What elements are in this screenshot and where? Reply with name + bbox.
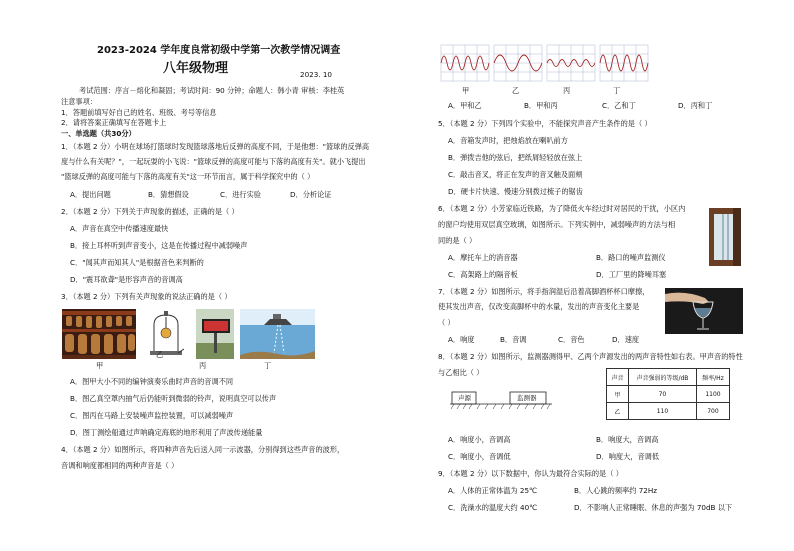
q3-image-label: 丁 bbox=[264, 361, 272, 370]
table-header-cell: 声音强弱的等级/dB bbox=[628, 369, 696, 386]
q1-line: 度与什么有关呢？"，一起玩耍的小飞说："篮球反弹的高度可能与下落的高度有关"。就小飞提出 bbox=[61, 157, 366, 166]
q6-line: 的窗户均使用双层真空玻璃，如图所示。下列实例中，减弱噪声的方法与相 bbox=[438, 220, 676, 229]
subject-title: 八年级物理 bbox=[163, 61, 229, 76]
notice-item: 1．答题前填写好自己的姓名、班级、考号等信息 bbox=[61, 108, 217, 117]
wave-label: 丙 bbox=[563, 86, 571, 95]
diagram-source-label: 声源 bbox=[458, 394, 471, 402]
q8-option: A．响度小，音调高 bbox=[448, 435, 511, 444]
q7-option: C．音色 bbox=[558, 335, 585, 344]
wave-label: 甲 bbox=[462, 86, 470, 95]
right-column bbox=[400, 0, 794, 551]
q1-option: D．分析论证 bbox=[290, 190, 332, 199]
section-title: 一、单选题（共30分） bbox=[61, 129, 136, 138]
waveform-diagrams bbox=[440, 44, 650, 84]
q3-image-label: 乙 bbox=[156, 350, 164, 359]
wine-glass-photo bbox=[665, 288, 743, 334]
q3-option: C．图丙在马路上安装噪声监控装置，可以减弱噪声 bbox=[70, 411, 234, 420]
q1-line: 1．（本题 2 分）小明在球场打篮球时发现篮球落地后反弹的高度不同，于是他想："篮球的反弹高 bbox=[61, 142, 370, 151]
q7-line: 7．（本题 2 分）如图所示，将手指润湿后沿着高脚酒杯杯口摩擦， bbox=[438, 287, 650, 296]
notice-item: 2．请将答案正确填写在答题卡上 bbox=[61, 118, 167, 127]
q9-option: D．不影响人正常睡眠、休息的声强为 70dB 以下 bbox=[574, 503, 733, 512]
q6-option: B．路口的噪声监测仪 bbox=[596, 253, 666, 262]
q9-option: B．人心跳的频率约 72Hz bbox=[574, 486, 658, 495]
q6-line: 同的是（ ） bbox=[438, 236, 477, 245]
q5-option: C．敲击音叉，将正在发声的音叉触及面颊 bbox=[448, 170, 583, 179]
q4-line: 音调和响度都相同的两种声音是（ ） bbox=[61, 461, 179, 470]
q5-option: B．弹拨吉他的弦后，把纸屑轻轻放在弦上 bbox=[448, 153, 583, 162]
wave-label: 乙 bbox=[512, 86, 520, 95]
q5-option: D．硬卡片快速、慢速分别拨过梳子的锯齿 bbox=[448, 187, 583, 196]
vacuum-bell-diagram bbox=[148, 309, 184, 359]
q5-stem: 5．（本题 2 分）下列四个实验中，不能探究声音产生条件的是（ ） bbox=[438, 119, 652, 128]
bianzhong-photo bbox=[62, 309, 136, 359]
noise-monitor-photo bbox=[196, 309, 234, 359]
q7-option: D．速度 bbox=[612, 335, 640, 344]
table-header-cell: 频率/Hz bbox=[696, 369, 729, 386]
q8-line: 与乙相比（ ） bbox=[438, 368, 484, 377]
q6-option: C．高架路上的隔音板 bbox=[448, 270, 518, 279]
q8-line: 8．（本题 2 分）如图所示，监测器测得甲、乙两个声源发出的两声音特性如右表。甲声音的特性 bbox=[438, 352, 743, 361]
q1-option: C．进行实验 bbox=[220, 190, 261, 199]
notice-title: 注意事项： bbox=[61, 97, 97, 106]
exam-title: 2023-2024 学年度良常初级中学第一次教学情况调查 bbox=[97, 45, 341, 56]
table-cell: 1100 bbox=[696, 386, 729, 403]
q7-option: B．音调 bbox=[500, 335, 527, 344]
table-cell: 甲 bbox=[607, 386, 629, 403]
exam-date: 2023. 10 bbox=[300, 70, 333, 79]
q6-option: D．工厂里的降噪耳塞 bbox=[596, 270, 667, 279]
q3-stem: 3．（本题 2 分）下列有关声现象的说法正确的是（ ） bbox=[61, 292, 232, 301]
q2-option: C．"闻其声而知其人"是根据音色来判断的 bbox=[70, 258, 204, 267]
q8-option: B．响度大，音调高 bbox=[596, 435, 659, 444]
q4-option: C．乙和丁 bbox=[602, 101, 636, 110]
q4-option: B．甲和丙 bbox=[524, 101, 558, 110]
exam-info: 考试范围：序言－熔化和凝固；考试时间：90 分钟；命题人：韩小青 审核：李桂英 bbox=[79, 86, 345, 95]
table-header-cell: 声音 bbox=[607, 369, 629, 386]
q8-option: C．响度小，音调低 bbox=[448, 452, 511, 461]
double-glass-window-photo bbox=[703, 204, 747, 270]
q4-line: 4．（本题 2 分）如图所示，将四种声音先后送入同一示波器，分别得到这些声音的波形， bbox=[61, 445, 345, 454]
q8-option: D．响度大，音调低 bbox=[596, 452, 660, 461]
table-row bbox=[607, 386, 730, 403]
wave-label: 丁 bbox=[613, 86, 621, 95]
q9-option: A．人体的正常体温为 25℃ bbox=[448, 486, 538, 495]
q7-line: （ ） bbox=[438, 318, 455, 327]
q2-option: D．"震耳欲聋"是形容声音的音调高 bbox=[70, 275, 183, 284]
q1-option: A．提出问题 bbox=[70, 190, 111, 199]
q6-line: 6．（本题 2 分）小芳家临近铁路，为了降低火车经过时对居民的干扰，小区内 bbox=[438, 204, 686, 213]
diagram-monitor-label: 监测器 bbox=[517, 394, 537, 402]
q7-line: 使其发出声音，仅改变高脚杯中的水量，发出的声音变化主要是 bbox=[438, 302, 640, 311]
q1-line: "篮球反弹的高度可能与下落的高度有关"这一环节而言，属于科学探究中的（ ） bbox=[61, 172, 315, 181]
q2-option: B．接上耳杯听到声音变小，这是在传播过程中减弱噪声 bbox=[70, 241, 248, 250]
q3-option: A．图甲大小不同的编钟演奏乐曲时声音的音调不同 bbox=[70, 377, 234, 386]
q3-option: B．图乙真空罩内抽气后仍能听到微弱的铃声，说明真空可以传声 bbox=[70, 394, 277, 403]
table-cell: 110 bbox=[628, 403, 696, 420]
sound-data-table bbox=[606, 368, 730, 420]
table-row bbox=[607, 403, 730, 420]
q1-option: B．猜想假设 bbox=[148, 190, 189, 199]
q2-option: A．声音在真空中传播速度最快 bbox=[70, 224, 169, 233]
q7-option: A．响度 bbox=[448, 335, 475, 344]
table-cell: 乙 bbox=[607, 403, 629, 420]
q6-option: A．摩托车上的消音器 bbox=[448, 253, 518, 262]
sonar-ship-diagram bbox=[240, 309, 315, 359]
table-cell: 700 bbox=[696, 403, 729, 420]
q4-option: D．丙和丁 bbox=[678, 101, 713, 110]
table-cell: 70 bbox=[628, 386, 696, 403]
q9-option: C．洗澡水的温度大约 40℃ bbox=[448, 503, 538, 512]
q9-stem: 9．（本题 2 分）以下数据中，你认为最符合实际的是（ ） bbox=[438, 469, 623, 478]
q4-option: A．甲和乙 bbox=[448, 101, 482, 110]
q3-image-label: 甲 bbox=[96, 361, 104, 370]
q3-image-label: 丙 bbox=[199, 361, 207, 370]
q2-stem: 2．（本题 2 分）下列关于声现象的描述，正确的是（ ） bbox=[61, 207, 239, 216]
q5-option: A．音箱发声时，把烛焰放在喇叭前方 bbox=[448, 136, 568, 145]
table-header-row bbox=[607, 369, 730, 386]
q3-option: D．图丁测绘船通过声呐确定海底的地形利用了声波传递能量 bbox=[70, 428, 263, 437]
